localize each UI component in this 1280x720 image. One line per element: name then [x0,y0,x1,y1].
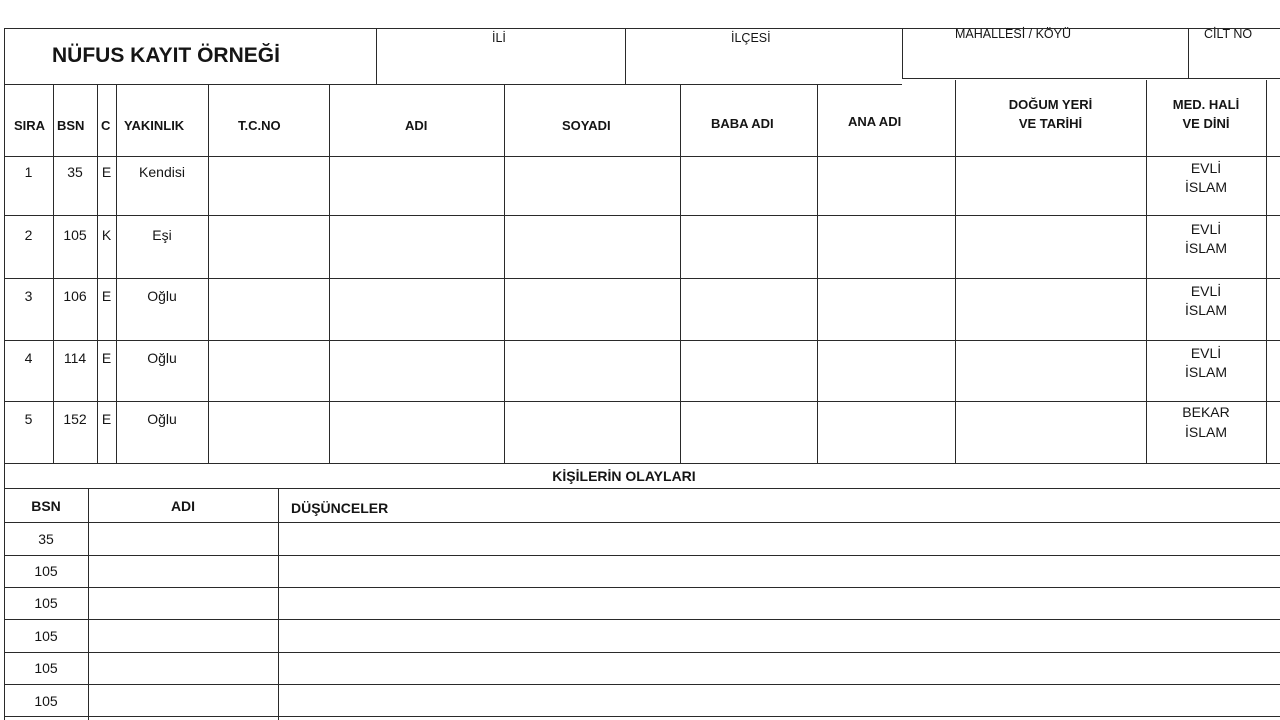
events-col-header-dusunceler: DÜŞÜNCELER [291,500,389,516]
col-line-adi-soyadi [504,84,505,464]
row-5-med-hali: BEKAR [1182,404,1230,420]
events-col-header-adi: ADI [170,498,196,514]
col-header-tcno: T.C.NO [238,118,281,133]
row-4-med-hali: EVLİ [1190,345,1222,361]
row-5-din: İSLAM [1184,424,1227,440]
row-line-1 [4,215,1280,216]
col-header-sira: SIRA [14,118,46,133]
events-col-header-bsn: BSN [31,498,61,514]
col-header-adi: ADI [405,118,428,133]
left-border [4,28,5,720]
col-line-c-yakinlik [116,84,117,464]
row-4-c: E [101,350,112,366]
col-line-bsn-c [97,84,98,464]
row-3-med-hali: EVLİ [1190,283,1222,299]
events-row-4-bsn: 105 [34,628,58,644]
events-row-6-bsn: 105 [34,693,58,709]
col-header-c: C [101,118,111,133]
col-line-tcno-adi [329,84,330,464]
table-bottom-line [4,463,1280,464]
col-line-med-right [1266,80,1267,464]
row-1-yakinlik: Kendisi [139,164,185,180]
col-header-yakinlik: YAKINLIK [124,118,185,133]
row-1-med-hali: EVLİ [1190,160,1222,176]
row-4-yakinlik: Oğlu [147,350,177,366]
events-section-title: KİŞİLERİN OLAYLARI [552,468,696,484]
il-label: İLİ [492,31,506,45]
row-1-bsn: 35 [67,164,83,180]
row-2-med-hali: EVLİ [1190,221,1222,237]
row-2-din: İSLAM [1184,240,1227,256]
row-4-sira: 4 [24,350,33,366]
row-1-c: E [101,164,112,180]
col-header-dogum-line1: DOĞUM YERİ [1008,97,1093,112]
col-line-sira-bsn [53,84,54,464]
events-header-line [4,522,1280,523]
col-header-dogum-line2: VE TARİHİ [1018,116,1083,131]
row-1-din: İSLAM [1184,179,1227,195]
events-row-line-5 [4,684,1280,685]
col-line-soyadi-baba [680,84,681,464]
row-2-c: K [101,227,112,243]
row-line-2 [4,278,1280,279]
top-border [4,28,1280,29]
col-line-ana-dogum [955,80,956,464]
header-bottom-line [4,84,902,85]
col-header-soyadi: SOYADI [562,118,611,133]
row-4-din: İSLAM [1184,364,1227,380]
events-row-line-1 [4,555,1280,556]
row-line-4 [4,401,1280,402]
row-3-yakinlik: Oğlu [147,288,177,304]
events-row-line-4 [4,652,1280,653]
row-4-bsn: 114 [63,350,87,366]
header-bottom-line-right [902,78,1280,79]
row-2-bsn: 105 [63,227,87,243]
events-row-2-bsn: 105 [34,563,58,579]
row-3-din: İSLAM [1184,302,1227,318]
events-row-1-bsn: 35 [38,531,54,547]
col-line-baba-ana [817,84,818,464]
row-5-yakinlik: Oğlu [147,411,177,427]
row-2-yakinlik: Eşi [152,227,172,243]
row-2-sira: 2 [24,227,33,243]
row-3-c: E [101,288,112,304]
events-row-line-6 [4,716,1280,717]
header-divider-4 [1188,28,1189,78]
header-divider-2 [625,28,626,84]
events-row-5-bsn: 105 [34,660,58,676]
header-divider-1 [376,28,377,84]
events-row-line-3 [4,619,1280,620]
col-header-med-line1: MED. HALİ [1172,97,1240,112]
row-5-bsn: 152 [63,411,87,427]
row-5-c: E [101,411,112,427]
col-header-ana-adi: ANA ADI [848,114,902,129]
row-3-bsn: 106 [63,288,87,304]
events-row-3-bsn: 105 [34,595,58,611]
col-header-bsn: BSN [57,118,85,133]
col-line-yakinlik-tcno [208,84,209,464]
events-title-line [4,488,1280,489]
header-row-bottom [4,156,1280,157]
cilt-label: CİLT NO [1204,27,1253,41]
ilce-label: İLÇESİ [731,31,771,45]
row-5-sira: 5 [24,411,33,427]
document-title: NÜFUS KAYIT ÖRNEĞİ [52,44,280,67]
row-3-sira: 3 [24,288,33,304]
row-1-sira: 1 [24,164,33,180]
col-header-baba-adi: BABA ADI [711,116,774,131]
events-row-line-2 [4,587,1280,588]
col-header-med-line2: VE DİNİ [1182,116,1230,131]
row-line-3 [4,340,1280,341]
mahalle-label: MAHALLESİ / KÖYÜ [955,27,1072,41]
header-divider-3 [902,28,903,78]
